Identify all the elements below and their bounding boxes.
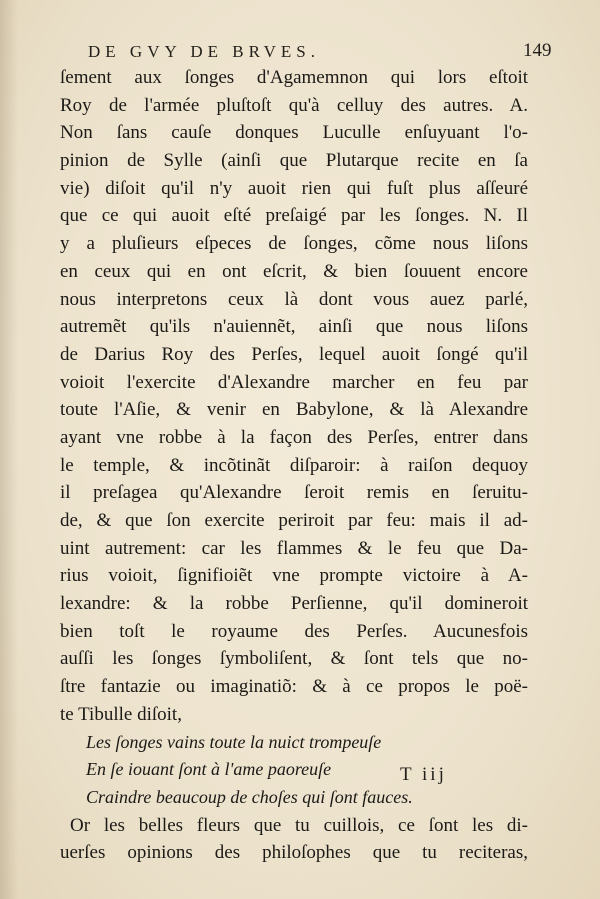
page-number: 149	[523, 40, 552, 61]
text-line: de Darius Roy des Perſes, lequel auoit ſongé qu'il	[60, 343, 528, 365]
text-line: voioit l'exercite d'Alexandre marcher en feu par	[60, 371, 528, 393]
text-line: nous interpretons ceux là dont vous auez parlé,	[60, 288, 528, 310]
text-line: toute l'Aſie, & venir en Babylone, & là Alexandre	[60, 399, 528, 421]
text-line: uint autrement: car les flammes & le feu que Da-	[60, 537, 528, 559]
text-line: Non ſans cauſe donques Luculle enſuyuant l'o-	[60, 122, 528, 144]
text-line: uerſes opinions des philoſophes que tu reciteras,	[60, 842, 528, 864]
text-line: y a pluſieurs eſpeces de ſonges, cõme nous liſons	[60, 233, 528, 255]
text-line: autremẽt qu'ils n'auiennẽt, ainſi que nous liſons	[60, 316, 528, 338]
text-line: ſement aux ſonges d'Agamemnon qui lors eſtoit	[60, 67, 528, 88]
text-line: le temple, & incõtinãt diſparoir: à raiſon dequoy	[60, 454, 528, 476]
signature-mark: T iij	[400, 764, 447, 785]
text-line: en ceux qui en ont eſcrit, & bien ſouuent encore	[60, 260, 528, 282]
text-line: vie) diſoit qu'il n'y auoit rien qui fuſt plus aſſeuré	[60, 177, 528, 199]
running-title: DE GVY DE BRVES.	[88, 42, 320, 61]
text-line: ſtre fantazie ou imaginatiõ: & à ce propos le poë-	[60, 676, 528, 698]
text-line: Or les belles fleurs que tu cuillois, ce ſont les di-	[70, 814, 528, 836]
text-line: pinion de Sylle (ainſi que Plutarque recite en ſa	[60, 150, 528, 172]
text-line: bien toſt le royaume des Perſes. Aucunesfois	[60, 620, 528, 642]
gutter-shadow	[0, 0, 18, 899]
text-line: te Tibulle diſoit,	[60, 703, 182, 725]
verse-line: Craindre beaucoup de choſes qui ſont fauces.	[86, 786, 413, 807]
verse-line: Les ſonges vains toute la nuict trompeuſe	[86, 731, 382, 752]
text-line: Roy de l'armée pluſtoſt qu'à celluy des autres. A.	[60, 94, 528, 116]
text-line: de, & que ſon exercite periroit par feu: mais il ad-	[60, 510, 528, 531]
text-line: auſſi les ſonges ſymboliſent, & ſont tels que no-	[60, 648, 528, 670]
text-block	[60, 64, 528, 867]
text-line: que ce qui auoit eſté preſaigé par les ſonges. N. Il	[60, 205, 528, 227]
text-line: ayant vne robbe à la façon des Perſes, entrer dans	[60, 426, 528, 448]
text-line: il preſagea qu'Alexandre ſeroit remis en ſeruitu-	[60, 482, 528, 504]
verse-line: En ſe iouant ſont à l'ame paoreuſe	[86, 759, 332, 780]
text-line: rius voioit, ſignifioiẽt vne prompte victoire à A-	[60, 565, 528, 587]
text-line: lexandre: & la robbe Perſienne, qu'il domineroit	[60, 593, 528, 615]
